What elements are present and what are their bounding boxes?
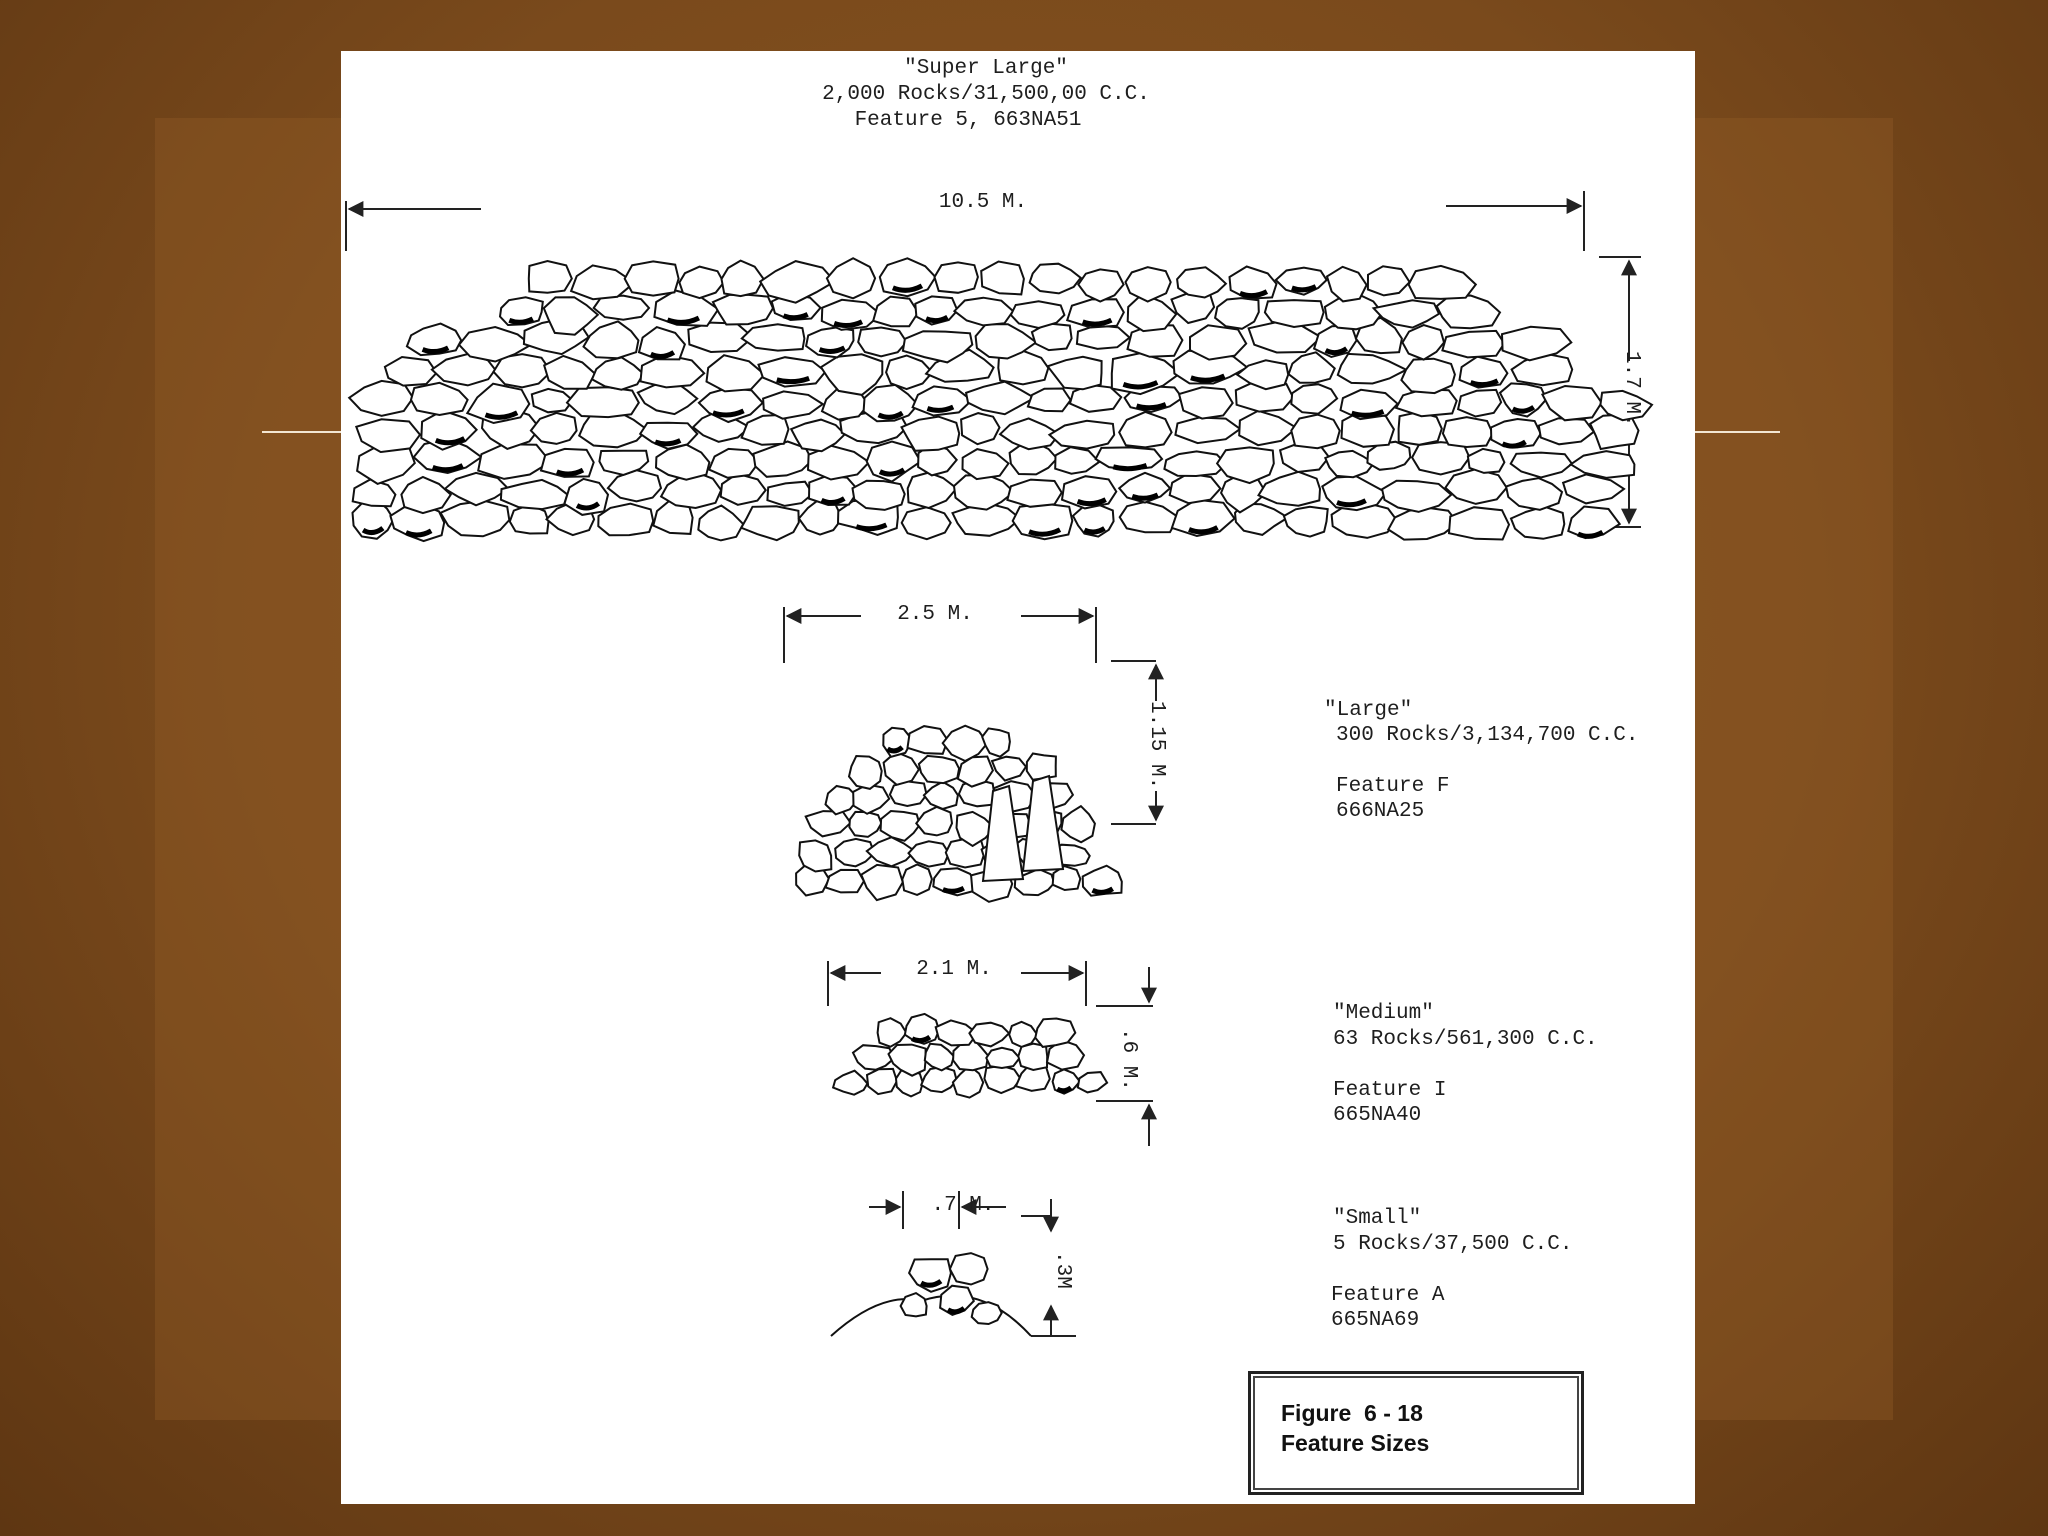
rock-shape bbox=[1265, 300, 1324, 327]
rock-shape bbox=[1445, 469, 1506, 504]
rock-shape bbox=[1449, 507, 1509, 539]
rock-shape bbox=[984, 1066, 1020, 1093]
rock-shape bbox=[908, 473, 957, 508]
large-feature: Feature F bbox=[1336, 775, 1450, 798]
rock-shape bbox=[608, 470, 661, 501]
rock-shape bbox=[972, 1302, 1002, 1324]
rock-shape bbox=[698, 506, 743, 541]
rock-shape bbox=[867, 1069, 897, 1094]
rock-shape bbox=[1401, 359, 1455, 393]
rock-shape bbox=[592, 357, 643, 389]
rock-shape bbox=[873, 297, 918, 327]
rock-shape bbox=[1382, 481, 1451, 512]
right-divider-line bbox=[1695, 431, 1780, 433]
large-site: 666NA25 bbox=[1336, 800, 1425, 823]
rock-shape bbox=[1284, 507, 1328, 537]
rock-shape bbox=[1175, 418, 1240, 444]
rock-shape bbox=[902, 865, 932, 895]
rock-shape bbox=[1291, 384, 1337, 414]
rock-shape bbox=[741, 506, 799, 540]
rock-shape bbox=[1511, 453, 1572, 478]
super-large-height-label: 1.7 M. bbox=[1620, 351, 1643, 427]
rock-shape bbox=[954, 475, 1014, 510]
rock-shape bbox=[878, 1018, 907, 1046]
rock-shape bbox=[1327, 267, 1367, 302]
large-rock-count: 300 Rocks/3,134,700 C.C. bbox=[1336, 724, 1639, 747]
rock-shape bbox=[656, 445, 709, 480]
rock-shape bbox=[961, 413, 999, 444]
super-large-rock-wall bbox=[349, 258, 1652, 541]
medium-title: "Medium" bbox=[1333, 1002, 1434, 1025]
rock-shape bbox=[1190, 325, 1246, 359]
rock-shape bbox=[767, 482, 812, 506]
rock-shape bbox=[1289, 352, 1335, 382]
rock-shape bbox=[1571, 451, 1635, 478]
rock-shape bbox=[1249, 322, 1322, 352]
small-rock-count: 5 Rocks/37,500 C.C. bbox=[1333, 1233, 1573, 1256]
large-title: "Large" bbox=[1324, 699, 1413, 722]
rock-shape bbox=[1539, 418, 1594, 444]
figure-sheet bbox=[341, 51, 1695, 1504]
rock-shape bbox=[966, 382, 1034, 415]
rock-shape bbox=[1399, 412, 1442, 445]
rock-shape bbox=[401, 477, 450, 513]
rock-shape bbox=[1077, 325, 1130, 349]
rock-shape bbox=[992, 757, 1026, 781]
super-large-rock-count: 2,000 Rocks/31,500,00 C.C. bbox=[822, 83, 1150, 106]
rock-shape bbox=[884, 752, 919, 785]
rock-shape bbox=[861, 865, 903, 900]
rock-shape bbox=[1409, 266, 1476, 299]
rock-shape bbox=[1030, 264, 1081, 294]
rock-shape bbox=[943, 726, 988, 761]
rock-shape bbox=[763, 391, 823, 418]
rock-shape bbox=[935, 262, 978, 292]
rock-shape bbox=[902, 417, 960, 451]
rock-shape bbox=[849, 812, 881, 837]
rock-shape bbox=[1170, 474, 1221, 504]
rock-shape bbox=[921, 1067, 956, 1092]
rock-shape bbox=[1437, 296, 1500, 329]
rock-shape bbox=[1338, 354, 1407, 384]
small-rock-group bbox=[831, 1253, 1031, 1336]
rock-shape bbox=[969, 1023, 1009, 1047]
large-width-label: 2.5 M. bbox=[897, 603, 973, 626]
rock-shape bbox=[1511, 507, 1564, 539]
rock-shape bbox=[531, 413, 577, 444]
rock-shape bbox=[902, 507, 951, 539]
rock-shape bbox=[806, 811, 851, 836]
rock-shape bbox=[441, 501, 510, 537]
rock-shape bbox=[1179, 387, 1233, 418]
medium-feature: Feature I bbox=[1333, 1079, 1447, 1102]
rock-shape bbox=[925, 1044, 954, 1071]
rock-shape bbox=[544, 356, 595, 389]
medium-height-label: .6 M. bbox=[1117, 1028, 1140, 1092]
small-title: "Small" bbox=[1333, 1207, 1422, 1230]
rock-shape bbox=[954, 298, 1013, 326]
medium-rock-cluster bbox=[833, 1014, 1107, 1098]
rock-shape bbox=[1502, 327, 1571, 361]
rock-shape bbox=[849, 756, 882, 789]
rock-shape bbox=[1388, 508, 1457, 540]
rock-shape bbox=[867, 837, 915, 866]
rock-shape bbox=[853, 1045, 894, 1070]
rock-shape bbox=[625, 261, 679, 295]
rock-shape bbox=[1325, 451, 1374, 477]
rock-shape bbox=[478, 444, 550, 479]
rock-shape bbox=[1506, 478, 1562, 510]
left-divider-line bbox=[262, 431, 342, 433]
rock-shape bbox=[385, 357, 437, 386]
rock-shape bbox=[833, 1071, 867, 1095]
small-site: 665NA69 bbox=[1331, 1309, 1420, 1332]
rock-shape bbox=[1027, 754, 1056, 780]
rock-shape bbox=[858, 328, 906, 357]
rock-shape bbox=[908, 726, 948, 754]
rock-shape bbox=[356, 419, 420, 452]
rock-shape bbox=[1215, 298, 1259, 329]
rock-shape bbox=[1443, 417, 1493, 447]
rock-shape bbox=[1078, 1072, 1107, 1092]
rock-shape bbox=[916, 807, 952, 836]
large-rock-cairn bbox=[796, 726, 1122, 902]
feature-drawings bbox=[341, 51, 1695, 1504]
rock-shape bbox=[1061, 806, 1095, 842]
rock-shape bbox=[1078, 269, 1123, 301]
small-width-label: .7 M. bbox=[931, 1194, 995, 1217]
rock-shape bbox=[1563, 474, 1624, 503]
rock-shape bbox=[1458, 390, 1501, 417]
rock-shape bbox=[707, 355, 765, 391]
rock-shape bbox=[501, 480, 567, 509]
rock-shape bbox=[1177, 267, 1226, 297]
medium-width-label: 2.1 M. bbox=[916, 958, 992, 981]
rock-shape bbox=[1120, 502, 1179, 533]
rock-shape bbox=[532, 389, 573, 412]
figure-title: Feature Sizes bbox=[1281, 1430, 1430, 1456]
rock-shape bbox=[742, 324, 805, 350]
rock-shape bbox=[1491, 419, 1541, 447]
rock-shape bbox=[713, 295, 773, 325]
rock-shape bbox=[909, 841, 949, 866]
rock-shape bbox=[826, 870, 864, 893]
rock-shape bbox=[1028, 389, 1071, 412]
rock-shape bbox=[919, 756, 959, 783]
rock-shape bbox=[1291, 415, 1339, 449]
rock-shape bbox=[1542, 386, 1601, 420]
rock-shape bbox=[1403, 325, 1445, 360]
super-large-feature: Feature 5, 663NA51 bbox=[854, 109, 1082, 132]
rock-shape bbox=[529, 261, 572, 293]
rock-shape bbox=[760, 261, 835, 303]
rock-shape bbox=[1049, 421, 1114, 449]
rock-shape bbox=[1259, 472, 1321, 506]
rock-shape bbox=[567, 387, 639, 417]
rock-shape bbox=[411, 383, 468, 415]
rock-shape bbox=[901, 1293, 927, 1316]
rock-shape bbox=[950, 1253, 988, 1284]
rock-shape bbox=[1368, 266, 1410, 295]
rock-shape bbox=[1055, 447, 1099, 474]
rock-shape bbox=[890, 781, 927, 806]
small-height-label: .3M bbox=[1051, 1251, 1074, 1289]
rock-shape bbox=[924, 782, 958, 809]
rock-shape bbox=[886, 356, 932, 390]
rock-shape bbox=[1126, 267, 1171, 301]
rock-shape bbox=[1119, 412, 1171, 448]
super-large-title: "Super Large" bbox=[904, 57, 1068, 80]
rock-shape bbox=[571, 265, 634, 299]
medium-site: 665NA40 bbox=[1333, 1104, 1422, 1127]
rock-shape bbox=[1468, 449, 1505, 473]
small-feature: Feature A bbox=[1331, 1284, 1445, 1307]
rock-shape bbox=[709, 449, 759, 478]
large-height-label: 1.15 M. bbox=[1145, 701, 1168, 790]
rock-shape bbox=[821, 354, 882, 395]
rock-shape bbox=[881, 811, 920, 841]
rock-shape bbox=[742, 415, 789, 445]
rock-shape bbox=[1442, 331, 1504, 358]
super-large-width-label: 10.5 M. bbox=[938, 191, 1028, 214]
rock-shape bbox=[982, 728, 1010, 756]
rock-shape bbox=[963, 449, 1009, 479]
figure-caption-box bbox=[1248, 1371, 1584, 1495]
figure-number: Figure 6 - 18 bbox=[1281, 1400, 1423, 1426]
rock-shape bbox=[1007, 480, 1061, 507]
rock-shape bbox=[981, 262, 1024, 295]
rock-shape bbox=[584, 321, 639, 358]
rock-shape bbox=[353, 480, 396, 507]
rock-shape bbox=[598, 504, 653, 536]
rock-shape bbox=[722, 261, 764, 297]
medium-rock-count: 63 Rocks/561,300 C.C. bbox=[1333, 1028, 1598, 1051]
rock-shape bbox=[1048, 357, 1102, 390]
rock-shape bbox=[986, 1048, 1019, 1068]
rock-shape bbox=[827, 258, 875, 298]
rock-shape bbox=[679, 267, 723, 299]
rock-shape bbox=[1239, 411, 1296, 445]
rock-shape bbox=[1217, 447, 1274, 483]
